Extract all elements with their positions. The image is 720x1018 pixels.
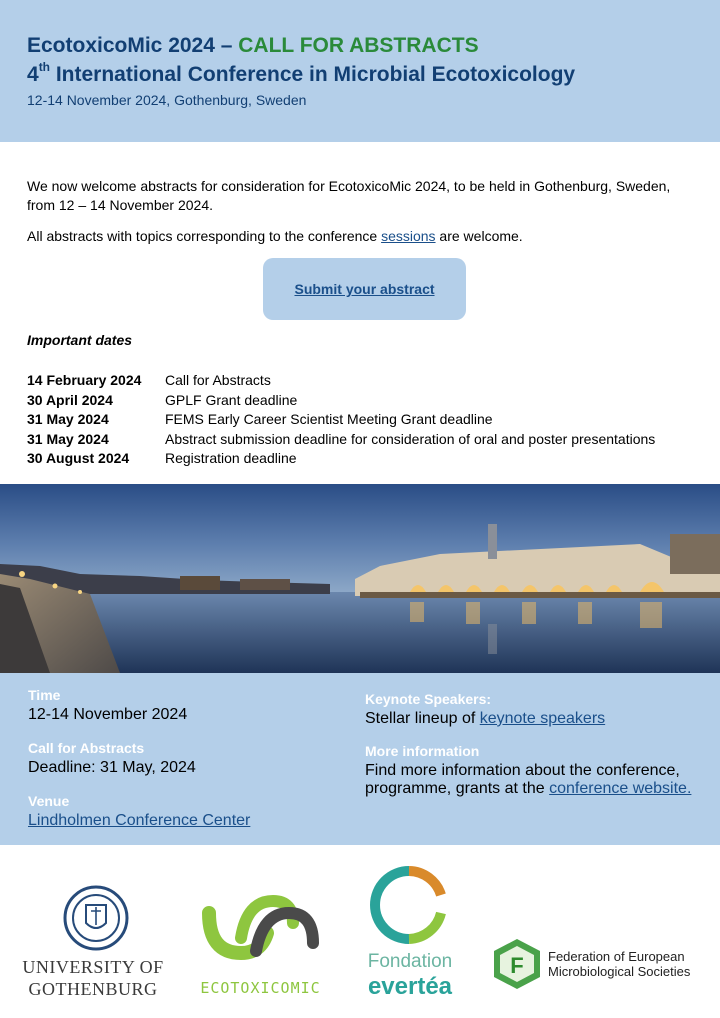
gothenburg-line2: GOTHENBURG — [28, 979, 158, 999]
keynote-text — [365, 710, 605, 728]
keynote-block — [365, 691, 605, 728]
date-value: 30 August 2024 — [27, 450, 130, 466]
evertea-ring-icon — [369, 865, 449, 945]
venue-link[interactable]: Lindholmen Conference Center — [28, 812, 251, 829]
date-row — [27, 411, 655, 431]
page-subtitle — [27, 62, 575, 87]
date-row — [27, 431, 655, 451]
subtitle-ordinal: th — [38, 60, 51, 74]
sessions-text-before: All abstracts with topics corresponding to the conference — [27, 228, 382, 244]
date-row — [27, 372, 655, 392]
more-info-label: More information — [365, 743, 480, 759]
sessions-paragraph — [27, 228, 523, 244]
cfa-block — [28, 740, 196, 777]
info-panel — [0, 673, 720, 845]
sponsor-logos — [0, 845, 720, 1018]
date-event: GPLF Grant deadline — [165, 391, 298, 408]
sessions-link[interactable]: sessions — [381, 228, 436, 244]
ecotoxicomic-logo — [198, 883, 323, 1013]
date-location: 12-14 November 2024, Gothenburg, Sweden — [27, 92, 307, 108]
gothenburg-line1: UNIVERSITY OF — [22, 957, 164, 977]
title-call-for-abstracts: CALL FOR ABSTRACTS — [238, 34, 479, 57]
gothenburg-logo — [18, 883, 168, 1013]
evertea-logo — [355, 865, 465, 1015]
subtitle-number: 4 — [27, 63, 39, 86]
date-value: 14 February 2024 — [27, 372, 142, 388]
more-info-text-before: programme, grants at the — [365, 780, 550, 797]
more-info-line1: Find more information about the conference, — [365, 762, 680, 779]
date-event: Abstract submission deadline for consideration of oral and poster presentations — [165, 430, 656, 447]
date-value: 31 May 2024 — [27, 411, 109, 427]
date-row — [27, 392, 655, 412]
venue-photo-illustration — [0, 484, 720, 673]
fems-letter: F — [510, 953, 524, 978]
subtitle-text: International Conference in Microbial Ecotoxicology — [50, 63, 576, 86]
evertea-line2: evertéa — [367, 973, 453, 1000]
ecotoxicomic-wordmark: ECOTOXICOMIC — [200, 979, 321, 997]
keynote-label: Keynote Speakers: — [365, 691, 492, 707]
fems-line1: Federation of European — [548, 949, 685, 964]
fems-emblem-icon — [490, 937, 544, 991]
venue-photo — [0, 484, 720, 673]
intro-paragraph: We now welcome abstracts for consideration for EcotoxicoMic 2024, to be held in Gothenburg, Sweden, from 12 – 14 November 2024. — [27, 178, 671, 213]
page-title — [27, 34, 479, 58]
sessions-text-after: are welcome. — [435, 228, 523, 244]
keynote-speakers-link[interactable]: keynote speakers — [479, 710, 606, 727]
time-label: Time — [28, 687, 61, 703]
date-value: 30 April 2024 — [27, 391, 113, 408]
title-conference-name: EcotoxicoMic 2024 – — [27, 34, 239, 57]
ecotoxicomic-mark-icon — [201, 883, 321, 973]
cfa-value: Deadline: 31 May, 2024 — [28, 759, 196, 776]
keynote-text-before: Stellar lineup of — [365, 710, 480, 727]
important-dates-title: Important dates — [27, 332, 133, 348]
important-dates-list — [27, 372, 655, 470]
header-banner — [0, 0, 720, 142]
time-value: 12-14 November 2024 — [28, 706, 188, 723]
date-value: 31 May 2024 — [27, 430, 109, 447]
cfa-label: Call for Abstracts — [28, 740, 145, 756]
date-event: Registration deadline — [165, 450, 297, 466]
more-info-block — [365, 743, 691, 798]
fems-logo — [490, 937, 715, 997]
evertea-line1: Fondation — [367, 951, 453, 972]
more-info-line2 — [365, 780, 691, 798]
gothenburg-seal-icon — [61, 883, 131, 953]
time-block — [28, 687, 187, 724]
fems-line2: Microbiological Societies — [548, 964, 691, 979]
date-row — [27, 450, 655, 470]
date-event: FEMS Early Career Scientist Meeting Grant deadline — [165, 411, 493, 427]
date-event: Call for Abstracts — [165, 372, 271, 388]
venue-label: Venue — [28, 793, 70, 809]
conference-website-link[interactable]: conference website. — [549, 780, 692, 797]
venue-block — [28, 793, 250, 830]
submit-abstract-button[interactable]: Submit your abstract — [263, 258, 466, 320]
